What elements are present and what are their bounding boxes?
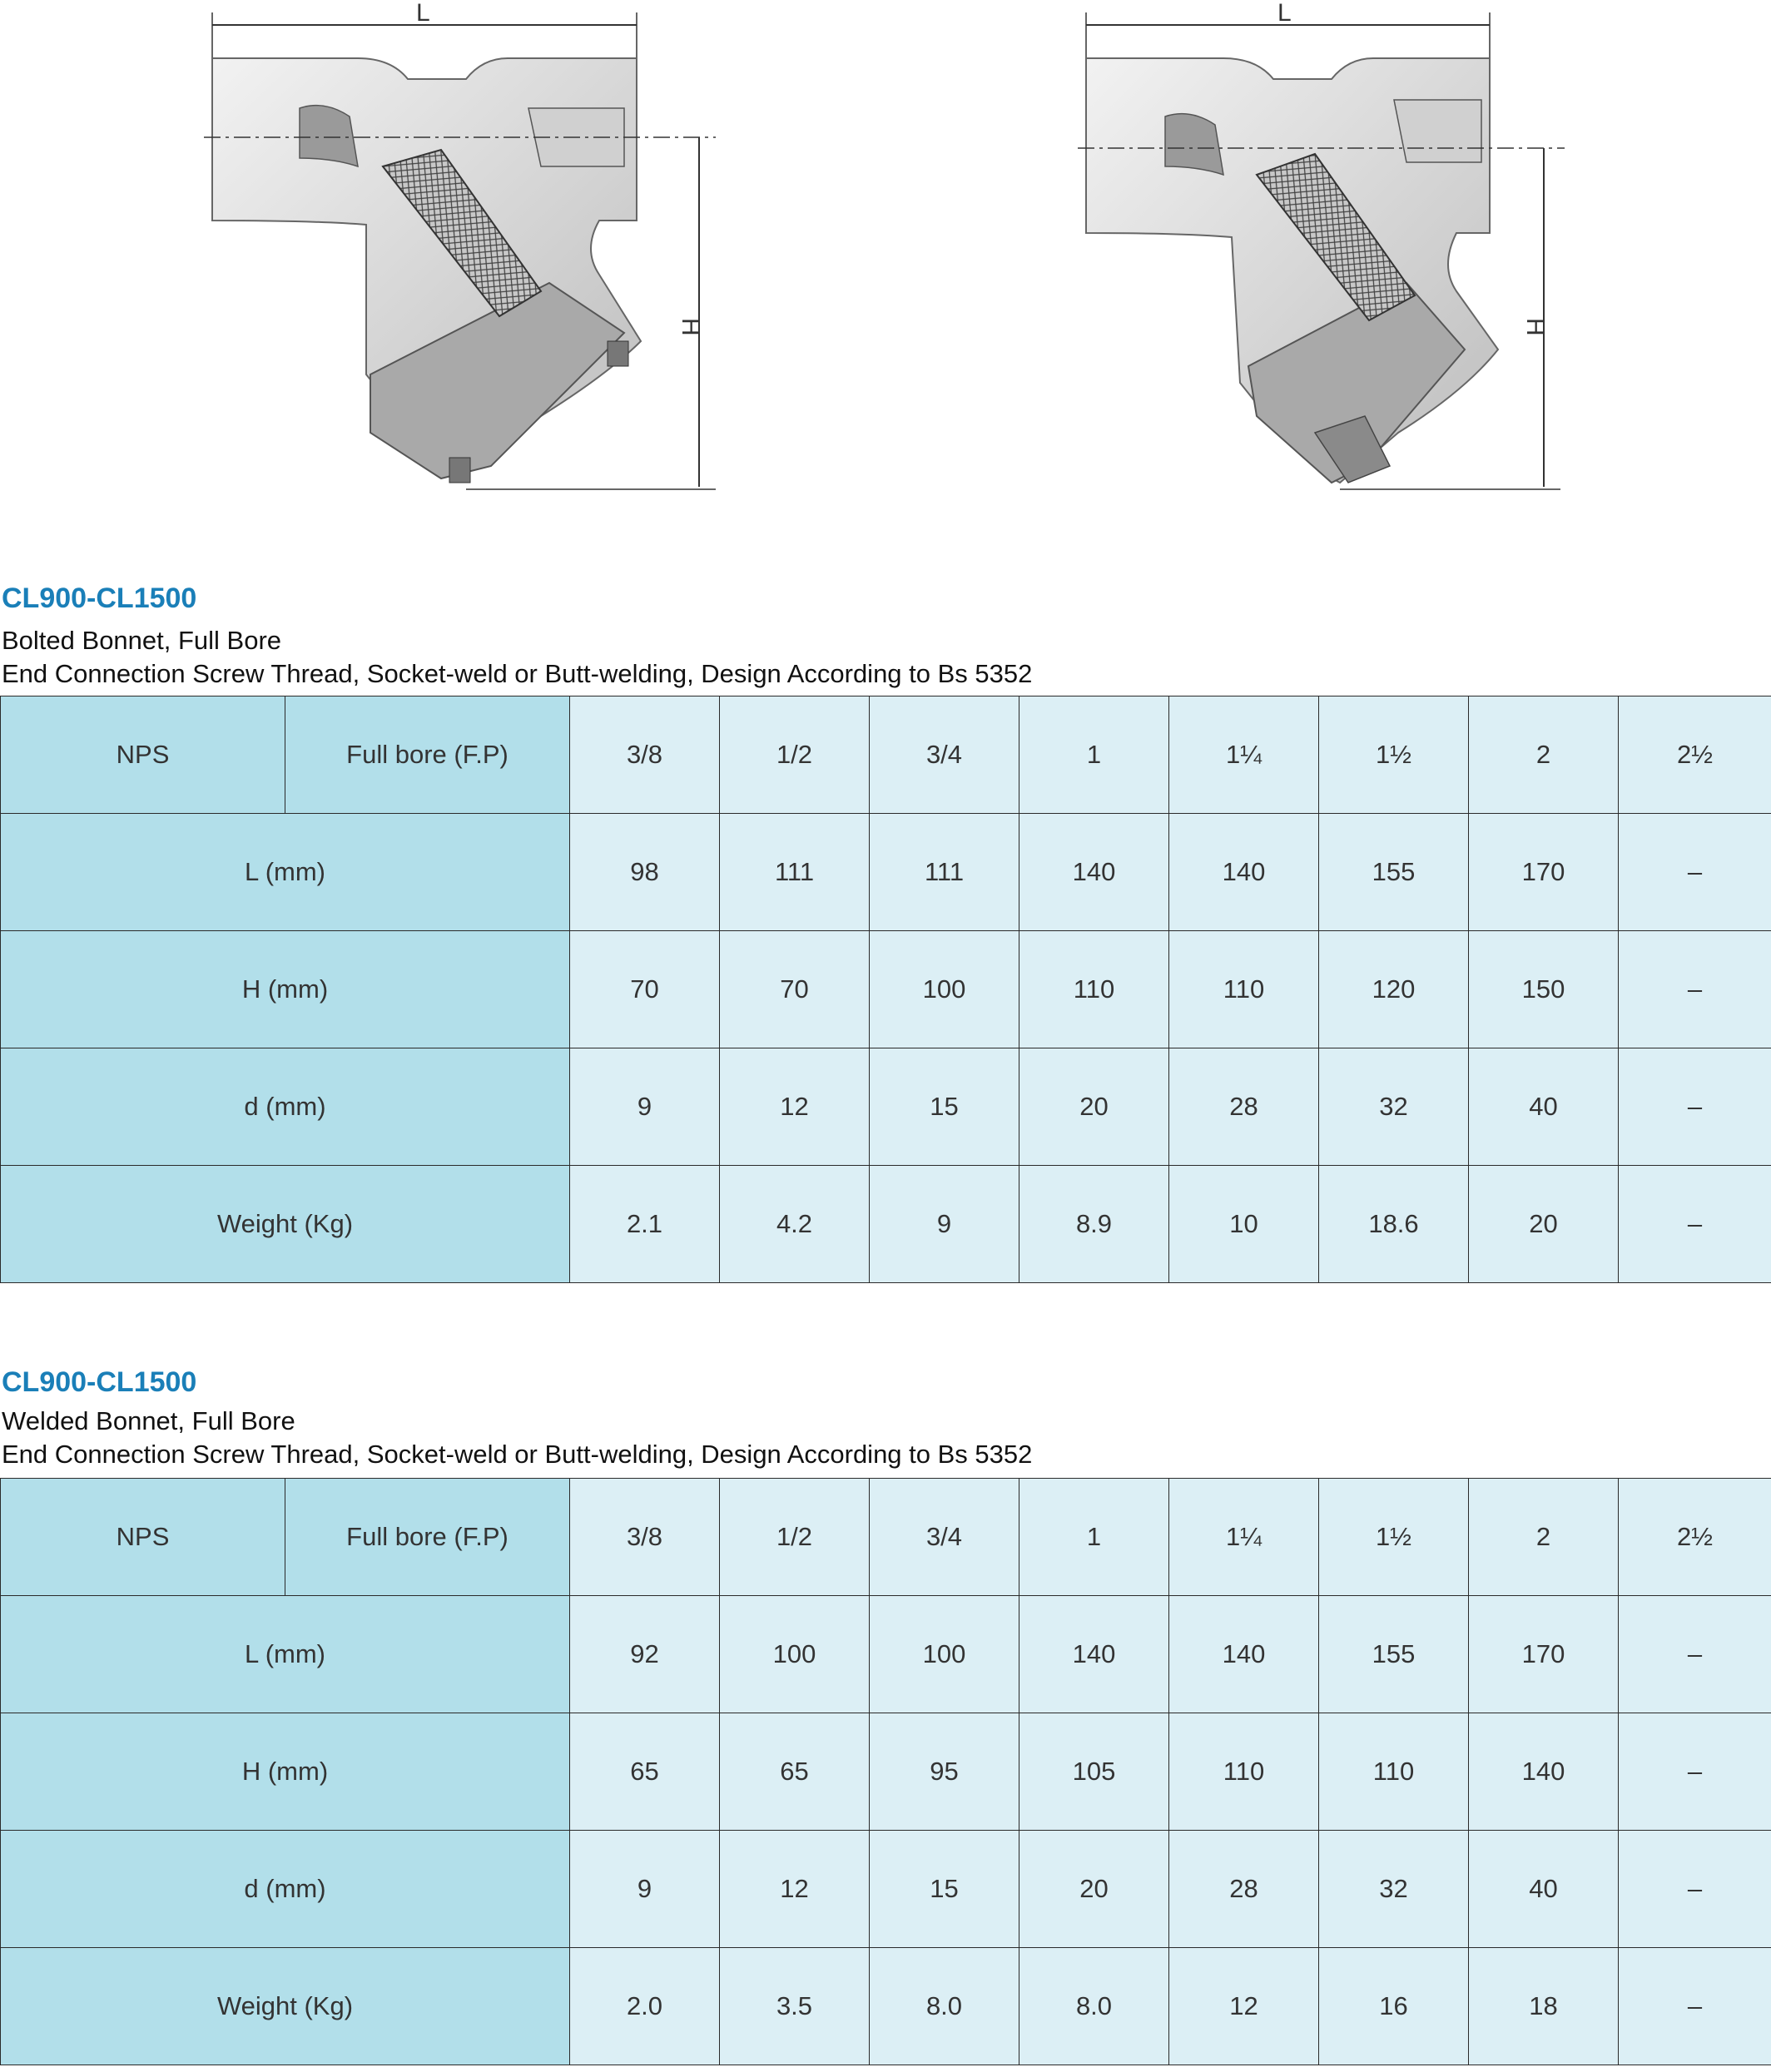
size-cell: 1½ [1319, 696, 1469, 814]
size-cell: 3/8 [570, 696, 720, 814]
size-cell: 3/8 [570, 1479, 720, 1596]
value-cell: 20 [1469, 1166, 1619, 1283]
value-cell: – [1619, 1166, 1771, 1283]
table-row [1, 1948, 1771, 2065]
value-cell: 140 [1469, 1713, 1619, 1831]
value-cell: 8.0 [870, 1948, 1019, 2065]
section-title: CL900-CL1500 [2, 582, 197, 614]
row-label: d (mm) [1, 1048, 570, 1166]
row-label: L (mm) [1, 814, 570, 931]
bore-header: Full bore (F.P) [285, 1479, 570, 1596]
value-cell: 155 [1319, 1596, 1469, 1713]
value-cell: 150 [1469, 931, 1619, 1048]
value-cell: 111 [720, 814, 870, 931]
bolted-bonnet-strainer-drawing [191, 0, 757, 516]
table-row [1, 931, 1771, 1048]
table-row [1, 1596, 1771, 1713]
value-cell: 28 [1169, 1831, 1319, 1948]
value-cell: 70 [570, 931, 720, 1048]
value-cell: – [1619, 1596, 1771, 1713]
table-header-row [1, 1479, 1771, 1596]
size-cell: 2½ [1619, 1479, 1771, 1596]
value-cell: 98 [570, 814, 720, 931]
table-header-row [1, 696, 1771, 814]
dim-H-label: H [677, 318, 704, 336]
size-cell: 1/2 [720, 696, 870, 814]
value-cell: 20 [1019, 1831, 1169, 1948]
value-cell: 12 [720, 1048, 870, 1166]
value-cell: 2.0 [570, 1948, 720, 2065]
value-cell: 16 [1319, 1948, 1469, 2065]
nps-header: NPS [1, 696, 285, 814]
row-label: H (mm) [1, 931, 570, 1048]
value-cell: – [1619, 931, 1771, 1048]
value-cell: 32 [1319, 1048, 1469, 1166]
value-cell: – [1619, 1048, 1771, 1166]
section-description: End Connection Screw Thread, Socket-weld or Butt-welding, Design According to Bs 5352 [2, 1440, 1033, 1469]
value-cell: 32 [1319, 1831, 1469, 1948]
table-row [1, 1166, 1771, 1283]
value-cell: 2.1 [570, 1166, 720, 1283]
table-row [1, 1048, 1771, 1166]
value-cell: 155 [1319, 814, 1469, 931]
row-label: d (mm) [1, 1831, 570, 1948]
value-cell: 140 [1169, 814, 1319, 931]
value-cell: 15 [870, 1048, 1019, 1166]
value-cell: 170 [1469, 1596, 1619, 1713]
value-cell: 28 [1169, 1048, 1319, 1166]
table-row [1, 1713, 1771, 1831]
value-cell: 4.2 [720, 1166, 870, 1283]
dim-L-label: L [1277, 0, 1292, 27]
value-cell: 15 [870, 1831, 1019, 1948]
nps-header: NPS [1, 1479, 285, 1596]
value-cell: 92 [570, 1596, 720, 1713]
size-cell: 2½ [1619, 696, 1771, 814]
size-cell: 1¼ [1169, 696, 1319, 814]
size-cell: 2 [1469, 696, 1619, 814]
value-cell: – [1619, 1948, 1771, 2065]
value-cell: – [1619, 1831, 1771, 1948]
size-cell: 1/2 [720, 1479, 870, 1596]
size-cell: 3/4 [870, 1479, 1019, 1596]
value-cell: 140 [1169, 1596, 1319, 1713]
value-cell: 8.0 [1019, 1948, 1169, 2065]
value-cell: 12 [1169, 1948, 1319, 2065]
value-cell: 100 [870, 1596, 1019, 1713]
value-cell: 20 [1019, 1048, 1169, 1166]
value-cell: 110 [1169, 1713, 1319, 1831]
size-cell: 1¼ [1169, 1479, 1319, 1596]
size-cell: 3/4 [870, 696, 1019, 814]
section-title: CL900-CL1500 [2, 1366, 197, 1398]
value-cell: 140 [1019, 814, 1169, 931]
value-cell: 100 [720, 1596, 870, 1713]
value-cell: 9 [870, 1166, 1019, 1283]
size-cell: 1 [1019, 696, 1169, 814]
value-cell: 110 [1169, 931, 1319, 1048]
row-label: H (mm) [1, 1713, 570, 1831]
row-label: L (mm) [1, 1596, 570, 1713]
row-label: Weight (Kg) [1, 1948, 570, 2065]
drawings-area [0, 0, 1771, 533]
value-cell: 9 [570, 1831, 720, 1948]
section-subtitle: Bolted Bonnet, Full Bore [2, 626, 282, 655]
value-cell: 110 [1319, 1713, 1469, 1831]
table-row [1, 814, 1771, 931]
value-cell: 111 [870, 814, 1019, 931]
section-subtitle: Welded Bonnet, Full Bore [2, 1406, 295, 1435]
dim-H-label: H [1521, 318, 1549, 336]
dim-L-label: L [416, 0, 430, 27]
value-cell: 105 [1019, 1713, 1169, 1831]
value-cell: 170 [1469, 814, 1619, 931]
row-label: Weight (Kg) [1, 1166, 570, 1283]
table-row [1, 1831, 1771, 1948]
value-cell: 10 [1169, 1166, 1319, 1283]
welded-bonnet-strainer-drawing [1065, 0, 1598, 516]
value-cell: 3.5 [720, 1948, 870, 2065]
bore-header: Full bore (F.P) [285, 696, 570, 814]
spec-table [0, 1478, 1771, 2065]
value-cell: 95 [870, 1713, 1019, 1831]
value-cell: 18 [1469, 1948, 1619, 2065]
value-cell: 110 [1019, 931, 1169, 1048]
value-cell: 40 [1469, 1048, 1619, 1166]
value-cell: 100 [870, 931, 1019, 1048]
size-cell: 2 [1469, 1479, 1619, 1596]
value-cell: 70 [720, 931, 870, 1048]
value-cell: – [1619, 1713, 1771, 1831]
section-description: End Connection Screw Thread, Socket-weld or Butt-welding, Design According to Bs 5352 [2, 659, 1033, 688]
value-cell: 40 [1469, 1831, 1619, 1948]
value-cell: 9 [570, 1048, 720, 1166]
value-cell: 65 [720, 1713, 870, 1831]
value-cell: 18.6 [1319, 1166, 1469, 1283]
size-cell: 1 [1019, 1479, 1169, 1596]
value-cell: 8.9 [1019, 1166, 1169, 1283]
value-cell: 65 [570, 1713, 720, 1831]
value-cell: 140 [1019, 1596, 1169, 1713]
spec-table [0, 696, 1771, 1283]
value-cell: 120 [1319, 931, 1469, 1048]
size-cell: 1½ [1319, 1479, 1469, 1596]
value-cell: 12 [720, 1831, 870, 1948]
value-cell: – [1619, 814, 1771, 931]
